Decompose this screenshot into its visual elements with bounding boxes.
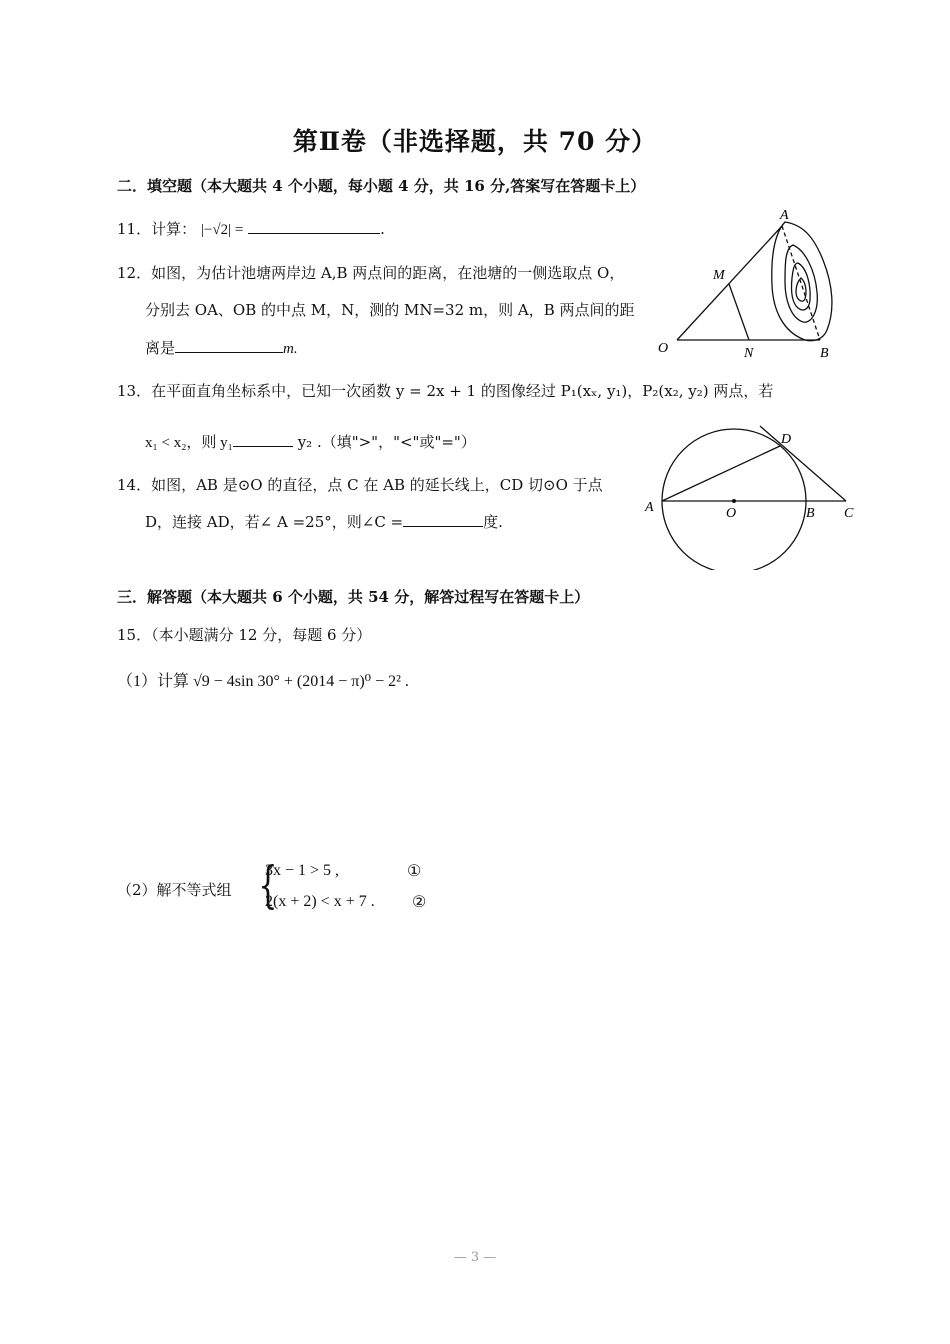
label-n: N xyxy=(744,346,754,360)
question-12-line1 xyxy=(117,262,624,283)
q14-number: 14． xyxy=(117,476,152,494)
tangent-cd xyxy=(760,426,846,501)
inequality-1: 3x − 1 > 5 , xyxy=(265,862,340,879)
q13-text-1: 在平面直角坐标系中，已知一次函数 y = 2x + 1 的图像经过 P₁(xₓ, y₁)，P₂(x₂, y₂) 两点，若 xyxy=(151,382,774,400)
label-o: O xyxy=(726,506,737,521)
label-a: A xyxy=(645,500,654,515)
inequality-2: 2(x + 2) < x + 7 . xyxy=(265,893,375,910)
question-13-line1 xyxy=(117,380,773,401)
q15-number: 15． xyxy=(117,626,152,644)
label-c: C xyxy=(844,506,854,521)
q11-expression: |−√2| = xyxy=(200,222,244,238)
q14-answer-blank[interactable] xyxy=(403,512,483,527)
q11-number: 11． xyxy=(117,220,152,238)
label-m: M xyxy=(713,268,725,283)
q15-header-text: （本小题满分 12 分，每题 6 分） xyxy=(151,626,372,644)
inequality-2-mark: ② xyxy=(412,892,427,911)
q13-number: 13． xyxy=(117,382,152,400)
q12-number: 12． xyxy=(117,264,152,282)
question-12-line3 xyxy=(145,337,298,358)
label-b: B xyxy=(806,506,815,521)
page-number: — 3 — xyxy=(453,1250,497,1265)
page-title: 第Ⅱ卷（非选择题，共 70 分） xyxy=(292,127,658,156)
inequality-1-mark: ① xyxy=(407,861,422,880)
q11-end: . xyxy=(380,220,385,238)
q14-text-2-pre: D，连接 AD，若∠ A =25°，则∠C = xyxy=(145,513,404,531)
label-d: D xyxy=(781,432,792,447)
q13-answer-blank[interactable] xyxy=(233,432,293,447)
label-b: B xyxy=(820,346,829,360)
q13-text-2-pre: x₁ < x₂，则 y₁ xyxy=(145,435,233,451)
q12-text-3-pre: 离是 xyxy=(145,339,176,357)
q14-text-1: 如图，AB 是⊙O 的直径，点 C 在 AB 的延长线上，CD 切⊙O 于点 xyxy=(151,476,603,494)
segment-mn xyxy=(729,284,749,340)
question-14-line1 xyxy=(117,474,603,495)
q12-text-1: 如图，为估计池塘两岸边 A,B 两点间的距离，在池塘的一侧选取点 O， xyxy=(151,264,625,282)
q15-part1: （1）计算 √9 − 4sin 30° + (2014 − π)⁰ − 2² . xyxy=(117,673,409,690)
q12-text-3-post: m. xyxy=(283,341,298,357)
label-a: A xyxy=(780,208,789,223)
pond-outline xyxy=(772,222,832,341)
q15-part2-label: （2）解不等式组 xyxy=(117,881,232,899)
segment-oa xyxy=(677,226,782,340)
center-dot xyxy=(732,499,736,503)
question-12-line2: 分别去 OA、OB 的中点 M，N，测的 MN=32 m，则 A，B 两点间的距 xyxy=(145,301,635,319)
q12-answer-blank[interactable] xyxy=(175,338,283,353)
q11-prefix: 计算： xyxy=(151,220,197,238)
label-o: O xyxy=(658,341,669,356)
q13-text-2-post: y₂ .（填">"，"<"或"="） xyxy=(297,433,476,451)
q11-answer-blank[interactable] xyxy=(248,219,380,234)
circle-figure xyxy=(640,420,865,570)
pond-contour-2 xyxy=(785,245,817,322)
pond-figure xyxy=(655,200,840,360)
question-15-header xyxy=(117,624,371,645)
question-13-line2 xyxy=(145,431,476,452)
q14-text-2-post: 度. xyxy=(483,513,503,531)
section2-heading: 二．填空题（本大题共 4 个小题，每小题 4 分，共 16 分,答案写在答题卡上） xyxy=(117,177,646,195)
system-brace: { xyxy=(258,856,278,914)
question-11 xyxy=(117,218,385,239)
section3-heading: 三．解答题（本大题共 6 个小题，共 54 分，解答过程写在答题卡上） xyxy=(117,588,590,606)
question-14-line2 xyxy=(145,511,503,532)
